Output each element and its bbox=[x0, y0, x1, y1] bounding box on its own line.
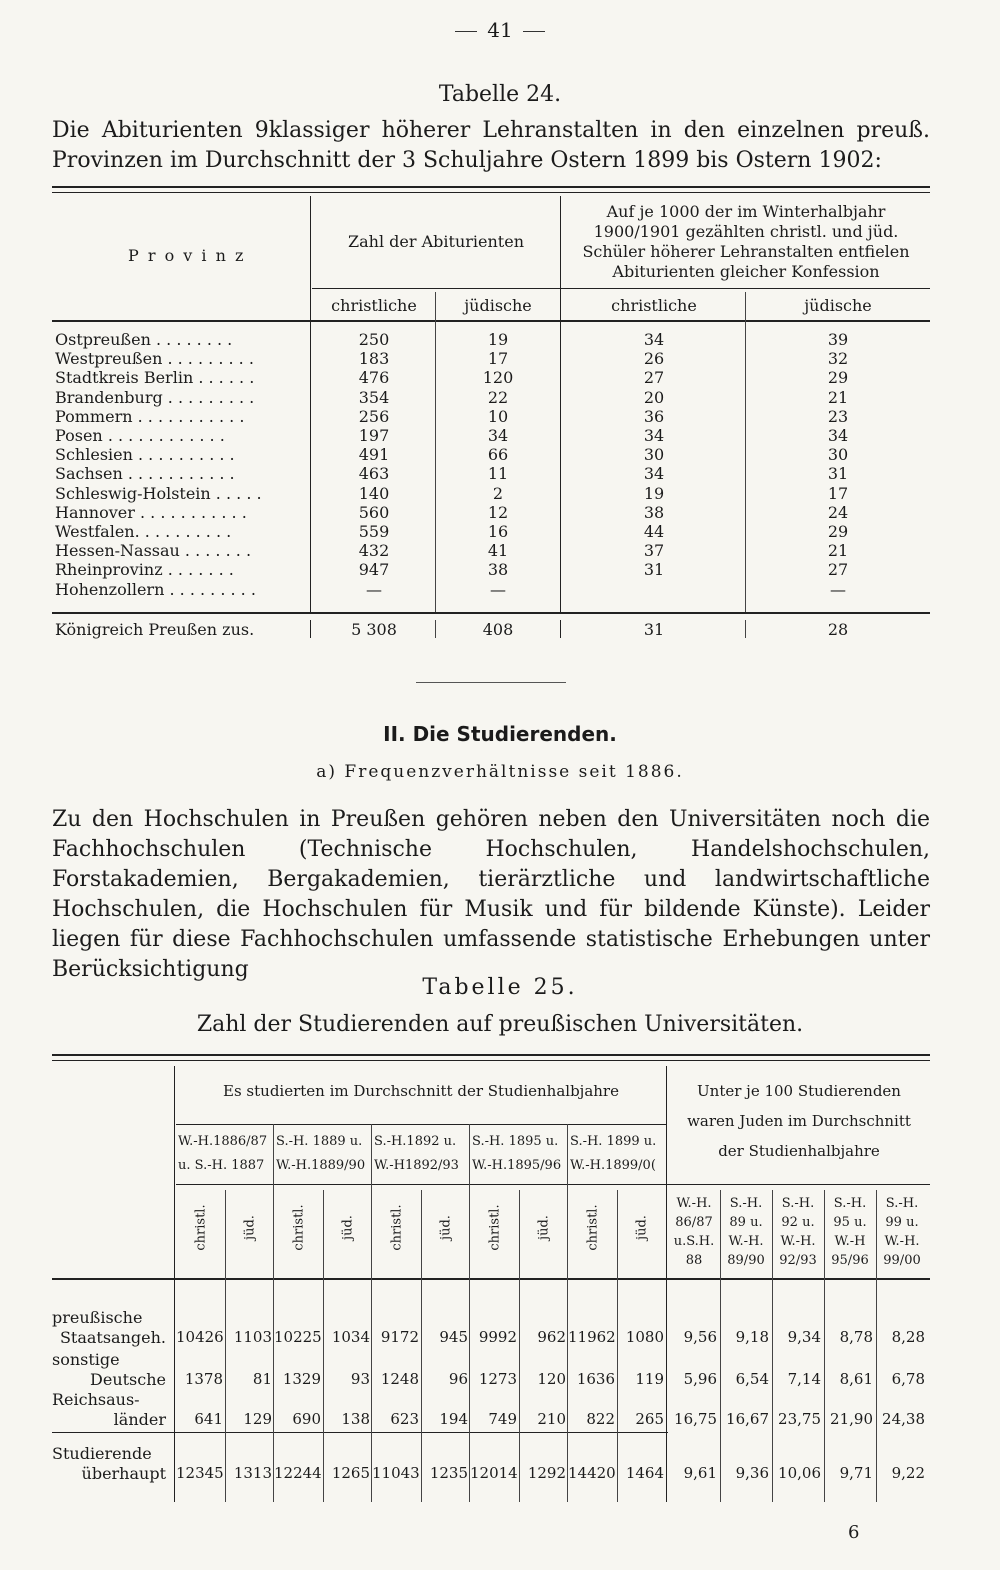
table25-value-cell: 1235 bbox=[429, 1464, 468, 1482]
table25-rate-period: W.-H. bbox=[676, 1196, 712, 1211]
table24-cell-christ-rate: 27 bbox=[643, 368, 665, 388]
section-heading: II. Die Studierenden. bbox=[383, 722, 617, 746]
table25-value-cell: 10426 bbox=[176, 1328, 224, 1346]
table25-value-cell: 1273 bbox=[478, 1370, 517, 1388]
table25-period-line1: S.-H. 1895 u. bbox=[472, 1134, 559, 1149]
table24-cell-jued-rate: 34 bbox=[827, 426, 849, 445]
table24-sub-christ-rate: christliche bbox=[611, 296, 697, 315]
table25-value-cell: 690 bbox=[292, 1410, 321, 1428]
table25-rate-period: S.-H. bbox=[781, 1196, 815, 1211]
table24-cell-christ-rate: 36 bbox=[643, 406, 665, 426]
table24-cell-jued: 2 bbox=[492, 483, 504, 503]
table24-cell-christ-rate: 26 bbox=[643, 349, 665, 369]
table25-value-cell: 822 bbox=[586, 1410, 615, 1428]
table24-cell-jued: 41 bbox=[487, 541, 509, 561]
table25-rate-cell: 7,14 bbox=[787, 1370, 821, 1388]
table24-head-auf-je-1: Auf je 1000 der im Winterhalbjahr bbox=[606, 202, 886, 221]
table25-rate-cell: 8,28 bbox=[891, 1328, 925, 1346]
table24-cell-provinz: Posen . . . . . . . . . . . . bbox=[55, 426, 225, 445]
table25-rate-cell: 23,75 bbox=[778, 1410, 821, 1428]
table24-total-christ: 5 308 bbox=[351, 620, 397, 639]
table24-cell-jued-rate: 24 bbox=[827, 502, 849, 522]
table25-value-cell: 1080 bbox=[625, 1328, 664, 1346]
table25-value-cell: 119 bbox=[635, 1370, 664, 1388]
table24-cell-jued: 11 bbox=[487, 464, 509, 484]
table24-top-rule bbox=[52, 186, 930, 188]
table25-row-label-2: Deutsche bbox=[90, 1370, 166, 1389]
table24-cell-christ: 250 bbox=[358, 330, 390, 349]
table24-sub-jued-rate: jüdische bbox=[804, 296, 872, 315]
table24-total-jued: 408 bbox=[482, 620, 514, 639]
table25-period-line2: W.-H.1895/96 bbox=[472, 1158, 562, 1173]
table25-rate-period: S.-H. bbox=[833, 1196, 867, 1211]
table24-cell-christ: 491 bbox=[358, 445, 390, 465]
table25-rate-period: S.-H. bbox=[885, 1196, 919, 1211]
table24-vline-3 bbox=[560, 196, 561, 612]
table25-row-label-2: länder bbox=[113, 1410, 166, 1429]
table25-vline-period bbox=[567, 1124, 568, 1502]
table24-cell-christ-rate: 30 bbox=[643, 445, 665, 465]
table25-value-cell: 1103 bbox=[233, 1328, 272, 1346]
table24-cell-provinz: Hannover . . . . . . . . . . . bbox=[55, 502, 247, 522]
table24-cell-jued: 12 bbox=[487, 502, 509, 522]
table24-cell-christ: 947 bbox=[358, 560, 390, 580]
table25-rate-period: W.-H. bbox=[780, 1234, 816, 1249]
table24-title: Tabelle 24. bbox=[438, 82, 562, 107]
table25-period-line1: S.-H. 1889 u. bbox=[276, 1134, 363, 1149]
table25-value-cell: 12014 bbox=[470, 1464, 518, 1482]
table25-value-cell: 12244 bbox=[274, 1464, 322, 1482]
table25-value-cell: 641 bbox=[194, 1410, 223, 1428]
table24-total-christ-rate: 31 bbox=[643, 620, 665, 639]
table24-cell-jued: 34 bbox=[487, 426, 509, 445]
table25-value-cell: 12345 bbox=[176, 1464, 224, 1482]
table25-rate-period: 99 u. bbox=[885, 1215, 919, 1230]
table24-cell-jued-rate: — bbox=[830, 579, 846, 599]
table25-rate-cell: 9,71 bbox=[839, 1464, 873, 1482]
table25-rate-cell: 6,54 bbox=[735, 1370, 769, 1388]
table25-value-cell: 11043 bbox=[372, 1464, 420, 1482]
table24-cell-christ: 463 bbox=[358, 464, 390, 484]
table24-cell-provinz: Hessen-Nassau . . . . . . . bbox=[55, 541, 252, 561]
table25-period-line1: S.-H.1892 u. bbox=[374, 1134, 457, 1149]
table25-head-rule bbox=[176, 1124, 666, 1125]
table25-rate-cell: 6,78 bbox=[891, 1370, 925, 1388]
table25-vline-left bbox=[174, 1066, 175, 1502]
table25-value-cell: 1034 bbox=[331, 1328, 370, 1346]
table25-col-jued: jüd. bbox=[634, 1215, 649, 1240]
table24-cell-provinz: Sachsen . . . . . . . . . . . bbox=[55, 464, 235, 484]
table24-head-zahl: Zahl der Abiturienten bbox=[348, 232, 524, 251]
table24-cell-christ-rate: 44 bbox=[643, 522, 665, 541]
table25-vline-period bbox=[469, 1124, 470, 1502]
table24-sub-rule bbox=[312, 288, 930, 289]
table25-rate-period: S.-H. bbox=[729, 1196, 763, 1211]
table25-value-cell: 210 bbox=[537, 1410, 566, 1428]
table24-cell-jued-rate: 17 bbox=[827, 483, 849, 503]
table25-head-bottom-rule bbox=[52, 1278, 930, 1280]
table25-col-christ: christl. bbox=[193, 1204, 208, 1251]
table25-total-rule bbox=[52, 1432, 668, 1433]
table24-cell-provinz: Westpreußen . . . . . . . . . bbox=[55, 349, 254, 369]
table25-row-label-1: Studierende bbox=[52, 1444, 152, 1463]
table25-col-jued: jüd. bbox=[340, 1215, 355, 1240]
table25-value-cell: 749 bbox=[488, 1410, 517, 1428]
table25-value-cell: 1265 bbox=[331, 1464, 370, 1482]
table24-head-bottom-rule bbox=[52, 320, 930, 322]
page-number-text: 41 bbox=[487, 18, 513, 42]
table24-cell-jued: 120 bbox=[482, 368, 514, 388]
table24-cell-jued-rate: 23 bbox=[827, 406, 849, 426]
table25-value-cell: 962 bbox=[537, 1328, 566, 1346]
table24-cell-christ: 197 bbox=[358, 426, 390, 445]
table25-value-cell: 138 bbox=[341, 1410, 370, 1428]
table25-top-rule-2 bbox=[52, 1060, 930, 1061]
table25-rate-cell: 24,38 bbox=[882, 1410, 925, 1428]
table25-col-christ: christl. bbox=[389, 1204, 404, 1251]
table25-row-label-2: Staatsangeh. bbox=[59, 1328, 166, 1347]
table24-cell-provinz: Ostpreußen . . . . . . . . bbox=[55, 330, 233, 349]
table24-cell-jued-rate: 31 bbox=[827, 464, 849, 484]
table24-cell-christ: 559 bbox=[358, 522, 390, 541]
table24-cell-jued-rate: 29 bbox=[827, 522, 849, 541]
table25-vline-period bbox=[371, 1124, 372, 1502]
table24-cell-jued-rate: 30 bbox=[827, 445, 849, 465]
table24-head-auf-je-4: Abiturienten gleicher Konfession bbox=[612, 262, 880, 281]
table25-value-cell: 1636 bbox=[576, 1370, 615, 1388]
table25-head-right-3: der Studienhalbjahre bbox=[718, 1142, 880, 1160]
table24-cell-christ-rate: 34 bbox=[643, 426, 665, 445]
page-number bbox=[0, 18, 1000, 42]
table25-col-christ: christl. bbox=[487, 1204, 502, 1251]
table24-cell-christ-rate: 38 bbox=[643, 502, 665, 522]
table25-value-cell: 1464 bbox=[625, 1464, 664, 1482]
table25-row-label-2: überhaupt bbox=[81, 1464, 166, 1483]
table25-rate-period: W.-H. bbox=[884, 1234, 920, 1249]
table25-head-left: Es studierten im Durchschnitt der Studienhalbjahre bbox=[223, 1082, 619, 1100]
table24-cell-christ-rate: 34 bbox=[643, 330, 665, 349]
table25-rate-cell: 9,22 bbox=[891, 1464, 925, 1482]
table25-title: Tabelle 25. bbox=[422, 975, 578, 1000]
table25-row-label-1: preußische bbox=[52, 1308, 143, 1327]
table24-cell-christ-rate: 19 bbox=[643, 483, 665, 503]
table25-caption: Zahl der Studierenden auf preußischen Universitäten. bbox=[196, 1012, 804, 1037]
table25-value-cell: 81 bbox=[252, 1370, 272, 1388]
table25-value-cell: 9992 bbox=[478, 1328, 517, 1346]
table25-value-cell: 265 bbox=[635, 1410, 664, 1428]
table25-col-christ: christl. bbox=[291, 1204, 306, 1251]
table24-cell-provinz: Schlesien . . . . . . . . . . bbox=[55, 445, 235, 465]
table24-cell-jued: 66 bbox=[487, 445, 509, 465]
table25-rate-cell: 9,18 bbox=[735, 1328, 769, 1346]
table25-value-cell: 129 bbox=[243, 1410, 272, 1428]
table25-col-jued: jüd. bbox=[536, 1215, 551, 1240]
table24-cell-jued-rate: 21 bbox=[827, 387, 849, 407]
table24-total-label: Königreich Preußen zus. bbox=[55, 620, 255, 639]
table25-rate-cell: 16,67 bbox=[726, 1410, 769, 1428]
table25-value-cell: 1292 bbox=[527, 1464, 566, 1482]
table25-rate-period: W.-H bbox=[834, 1234, 866, 1249]
table25-rate-period: 92 u. bbox=[781, 1215, 815, 1230]
table24-cell-provinz: Westfalen. . . . . . . . . . bbox=[55, 522, 232, 541]
table25-rate-period: 95/96 bbox=[831, 1253, 869, 1268]
table25-value-cell: 1329 bbox=[282, 1370, 321, 1388]
table25-value-cell: 14420 bbox=[568, 1464, 616, 1482]
table25-rate-period: u.S.H. bbox=[673, 1234, 715, 1249]
table25-value-cell: 945 bbox=[439, 1328, 468, 1346]
table24-sub-christ: christliche bbox=[331, 296, 417, 315]
table24-cell-jued: 19 bbox=[487, 330, 509, 349]
table24-cell-jued: 17 bbox=[487, 349, 509, 369]
table25-rate-cell: 8,78 bbox=[839, 1328, 873, 1346]
table24-cell-jued-rate: 32 bbox=[827, 349, 849, 369]
table25-rate-period: 86/87 bbox=[675, 1215, 713, 1230]
table24-cell-jued-rate: 21 bbox=[827, 541, 849, 561]
table25-rate-cell: 9,36 bbox=[735, 1464, 769, 1482]
table25-value-cell: 194 bbox=[439, 1410, 468, 1428]
table25-rate-cell: 9,56 bbox=[683, 1328, 717, 1346]
table24-cell-provinz: Pommern . . . . . . . . . . . bbox=[55, 406, 245, 426]
table25-value-cell: 93 bbox=[350, 1370, 370, 1388]
table25-period-line2: W.-H.1889/90 bbox=[276, 1158, 366, 1173]
table25-value-cell: 1313 bbox=[233, 1464, 272, 1482]
table25-period-line2: W.-H1892/93 bbox=[374, 1158, 459, 1173]
table24-vline-1 bbox=[310, 196, 311, 612]
table25-rate-period: W.-H. bbox=[728, 1234, 764, 1249]
table24-cell-jued: 10 bbox=[487, 406, 509, 426]
table25-row-label-1: sonstige bbox=[52, 1350, 120, 1369]
dash-right bbox=[523, 31, 545, 32]
table25-rate-cell: 21,90 bbox=[830, 1410, 873, 1428]
table25-head-right-1: Unter je 100 Studierenden bbox=[697, 1082, 901, 1100]
table25-col-jued: jüd. bbox=[242, 1215, 257, 1240]
table24-cell-christ-rate: 31 bbox=[643, 560, 665, 580]
table25-col-christ: christl. bbox=[585, 1204, 600, 1251]
table24-cell-jued-rate: 29 bbox=[827, 368, 849, 388]
table24-cell-christ: 560 bbox=[358, 502, 390, 522]
table24-cell-provinz: Schleswig-Holstein . . . . . bbox=[55, 483, 262, 503]
section-divider bbox=[416, 682, 566, 683]
table24-cell-provinz: Brandenburg . . . . . . . . . bbox=[55, 387, 255, 407]
table24-cell-jued: — bbox=[490, 579, 506, 599]
table24-caption: Die Abiturienten 9klassiger höherer Lehranstalten in den einzelnen preuß. Provinzen im Durchschnitt der 3 Schuljahre Ostern 1899 bis Ostern 1902: bbox=[52, 118, 930, 173]
table25-value-cell: 10225 bbox=[274, 1328, 322, 1346]
table25-rate-period: 99/00 bbox=[883, 1253, 921, 1268]
table25-head-right-2: waren Juden im Durchschnitt bbox=[687, 1112, 911, 1130]
table25-rate-period: 88 bbox=[685, 1253, 703, 1268]
table25-rate-cell: 10,06 bbox=[778, 1464, 821, 1482]
table24-cell-provinz: Hohenzollern . . . . . . . . . bbox=[55, 579, 256, 599]
table25-value-cell: 11962 bbox=[568, 1328, 616, 1346]
body-paragraph: Zu den Hochschulen in Preußen gehören neben den Universitäten noch die Fachhochschulen (Technische Hochschulen, Handelshochschulen, Forstakademien, Bergakademien, tierärztliche und landwirtschaftliche Hochschulen, die Hochschulen für Musik und für bildende Künste). Leider liegen für diese Fachhochschulen umfassende statistische Erhebungen unter Berücksichtigung bbox=[52, 807, 930, 982]
table25-vline-period bbox=[273, 1124, 274, 1502]
table24-cell-jued: 16 bbox=[487, 522, 509, 541]
table24-sub-jued: jüdische bbox=[464, 296, 532, 315]
table24-cell-jued-rate: 27 bbox=[827, 560, 849, 580]
table24-head-auf-je-3: Schüler höherer Lehranstalten entfielen bbox=[582, 242, 910, 261]
table25-rate-period: 89/90 bbox=[727, 1253, 765, 1268]
table25-rate-period: 95 u. bbox=[833, 1215, 867, 1230]
table25-rate-cell: 9,61 bbox=[683, 1464, 717, 1482]
table25-period-line1: W.-H.1886/87 bbox=[178, 1134, 268, 1149]
table25-value-cell: 96 bbox=[448, 1370, 468, 1388]
table25-value-cell: 1248 bbox=[380, 1370, 419, 1388]
table24-cell-provinz: Stadtkreis Berlin . . . . . . bbox=[55, 368, 255, 388]
table25-value-cell: 120 bbox=[537, 1370, 566, 1388]
table25-period-line1: S.-H. 1899 u. bbox=[570, 1134, 657, 1149]
table24-cell-christ-rate: 37 bbox=[643, 541, 665, 561]
table24-cell-christ: 140 bbox=[358, 483, 390, 503]
table24-cell-jued: 38 bbox=[487, 560, 509, 580]
table25-value-cell: 1378 bbox=[184, 1370, 223, 1388]
table25-rate-period: 92/93 bbox=[779, 1253, 817, 1268]
table24-cell-christ-rate: 20 bbox=[643, 387, 665, 407]
table24-head-provinz: P r o v i n z bbox=[128, 246, 246, 265]
table24-cell-christ: 256 bbox=[358, 406, 390, 426]
table24-cell-christ: 354 bbox=[358, 387, 390, 407]
table25-rate-cell: 8,61 bbox=[839, 1370, 873, 1388]
table24-cell-christ-rate: 34 bbox=[643, 464, 665, 484]
section-subheading: a) Frequenzverhältnisse seit 1886. bbox=[316, 762, 684, 782]
table25-rate-cell: 9,34 bbox=[787, 1328, 821, 1346]
table25-rate-cell: 5,96 bbox=[683, 1370, 717, 1388]
table25-period-line2: W.-H.1899/0( bbox=[570, 1158, 656, 1173]
table24-head-auf-je-2: 1900/1901 gezählten christl. und jüd. bbox=[593, 222, 899, 241]
table24-cell-christ: 476 bbox=[358, 368, 390, 388]
table25-period-line2: u. S.-H. 1887 bbox=[178, 1158, 265, 1173]
table24-cell-christ: 183 bbox=[358, 349, 390, 369]
table24-total-vline-1 bbox=[310, 620, 311, 638]
footer-number: 6 bbox=[848, 1522, 860, 1543]
table25-rate-cell: 16,75 bbox=[674, 1410, 717, 1428]
table25-vline-rates bbox=[666, 1066, 667, 1502]
table24-top-rule-2 bbox=[52, 192, 930, 193]
table25-value-cell: 623 bbox=[390, 1410, 419, 1428]
table25-top-rule bbox=[52, 1054, 930, 1056]
table24-cell-jued-rate: 39 bbox=[827, 330, 849, 349]
table24-cell-provinz: Rheinprovinz . . . . . . . bbox=[55, 560, 234, 580]
table24-cell-christ: 432 bbox=[358, 541, 390, 561]
table24-cell-jued: 22 bbox=[487, 387, 509, 407]
table25-value-cell: 9172 bbox=[380, 1328, 419, 1346]
table24-cell-christ: — bbox=[366, 579, 382, 599]
table25-row-label-1: Reichsaus- bbox=[52, 1390, 140, 1409]
table24-total-rule bbox=[52, 612, 930, 614]
table24-total-vline-3 bbox=[560, 620, 561, 638]
table25-rate-period: 89 u. bbox=[729, 1215, 763, 1230]
table25-col-jued: jüd. bbox=[438, 1215, 453, 1240]
table24-total-jued-rate: 28 bbox=[827, 620, 849, 639]
table25-period-rule bbox=[176, 1184, 930, 1185]
dash-left bbox=[455, 31, 477, 32]
